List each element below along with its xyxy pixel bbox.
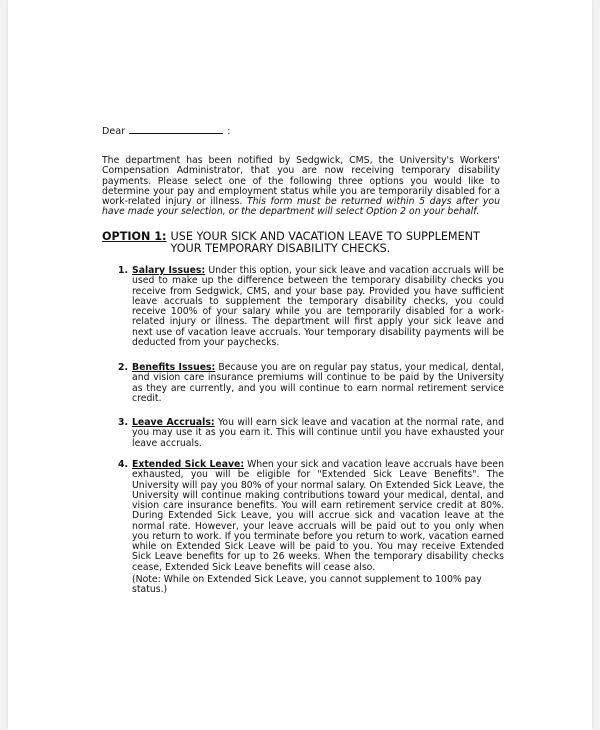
salutation-line bbox=[102, 124, 231, 137]
option-label: OPTION 1: bbox=[102, 230, 167, 243]
list-item-heading: Salary Issues: bbox=[132, 265, 206, 276]
salutation: Dear bbox=[102, 126, 126, 137]
list-item-number: 1. bbox=[118, 265, 129, 276]
list-item bbox=[118, 460, 504, 595]
list-item-text: You will earn sick leave and vacation at the normal rate, and you may use it as you earn it. This will continue until you have exhausted your leave accruals. bbox=[132, 417, 504, 449]
list-item bbox=[118, 266, 504, 348]
list-item-number: 4. bbox=[118, 459, 129, 470]
intro-paragraph bbox=[102, 156, 500, 218]
option-heading bbox=[102, 231, 504, 256]
list-item-heading: Extended Sick Leave: bbox=[132, 459, 245, 470]
list-item-heading: Benefits Issues: bbox=[132, 362, 216, 373]
list-item bbox=[118, 363, 504, 404]
list-item-text: Because you are on regular pay status, your medical, dental, and vision care insurance premiums will continue to be paid by the University as they are currently, and you will continue to earn normal retirement service credit. bbox=[132, 362, 504, 404]
list-item-text: Under this option, your sick leave and vacation accruals will be used to make up the difference between the temporary disability checks you receive from Sedgwick, CMS, and your base pay. Provided you have sufficient leave accruals to supplement the temporary disability checks, you could receive 100% of your salary while you are temporarily disabled for a work-related injury or illness. The department will first apply your sick leave and next use of vacation leave accruals. Your temporary disability payments will be deducted from your paychecks. bbox=[132, 265, 504, 348]
list-item-text: When your sick and vacation leave accruals have been exhausted, you will be eligible for "Extended Sick Leave Benefits". The University will pay you 80% of your normal salary. On Extended Sick Leave, the University will continue making contributions toward your medical, dental, and vision care insurance benefits. You will earn retirement service credit at 80%. During Extended Sick Leave, you will accrue sick and vacation leave at the normal rate. However, your leave accruals will be paid out to you only when you return to work. If you terminate before you return to work, vacation earned while on Extended Sick Leave will be paid to you. You may receive Extended Sick Leave benefits for up to 26 weeks. When the temporary disability checks cease, Extended Sick Leave benefits will cease also. bbox=[132, 459, 504, 573]
list-item-number: 3. bbox=[118, 417, 129, 428]
salutation-colon: : bbox=[227, 126, 231, 137]
recipient-name-blank bbox=[129, 124, 223, 134]
list-item-number: 2. bbox=[118, 362, 129, 373]
option-title: USE YOUR SICK AND VACATION LEAVE TO SUPPLEMENT YOUR TEMPORARY DISABILITY CHECKS. bbox=[170, 230, 480, 256]
document-page bbox=[8, 0, 592, 730]
intro-text: The department has been notified by Sedgwick, CMS, the University's Workers' Compensation Administrator, that you are now receiving temporary disability payments. Please select one of the following three options you would like to determine your pay and employment status while you are temporarily disabled for a work-related injury or illness. bbox=[102, 155, 500, 208]
list-item-note: (Note: While on Extended Sick Leave, you cannot supplement to 100% pay status.) bbox=[132, 573, 482, 595]
list-item bbox=[118, 418, 504, 449]
list-item-heading: Leave Accruals: bbox=[132, 417, 215, 428]
intro-italic-note: This form must be returned within 5 days after you have made your selection, or the department will select Option 2 on your behalf. bbox=[102, 196, 500, 218]
